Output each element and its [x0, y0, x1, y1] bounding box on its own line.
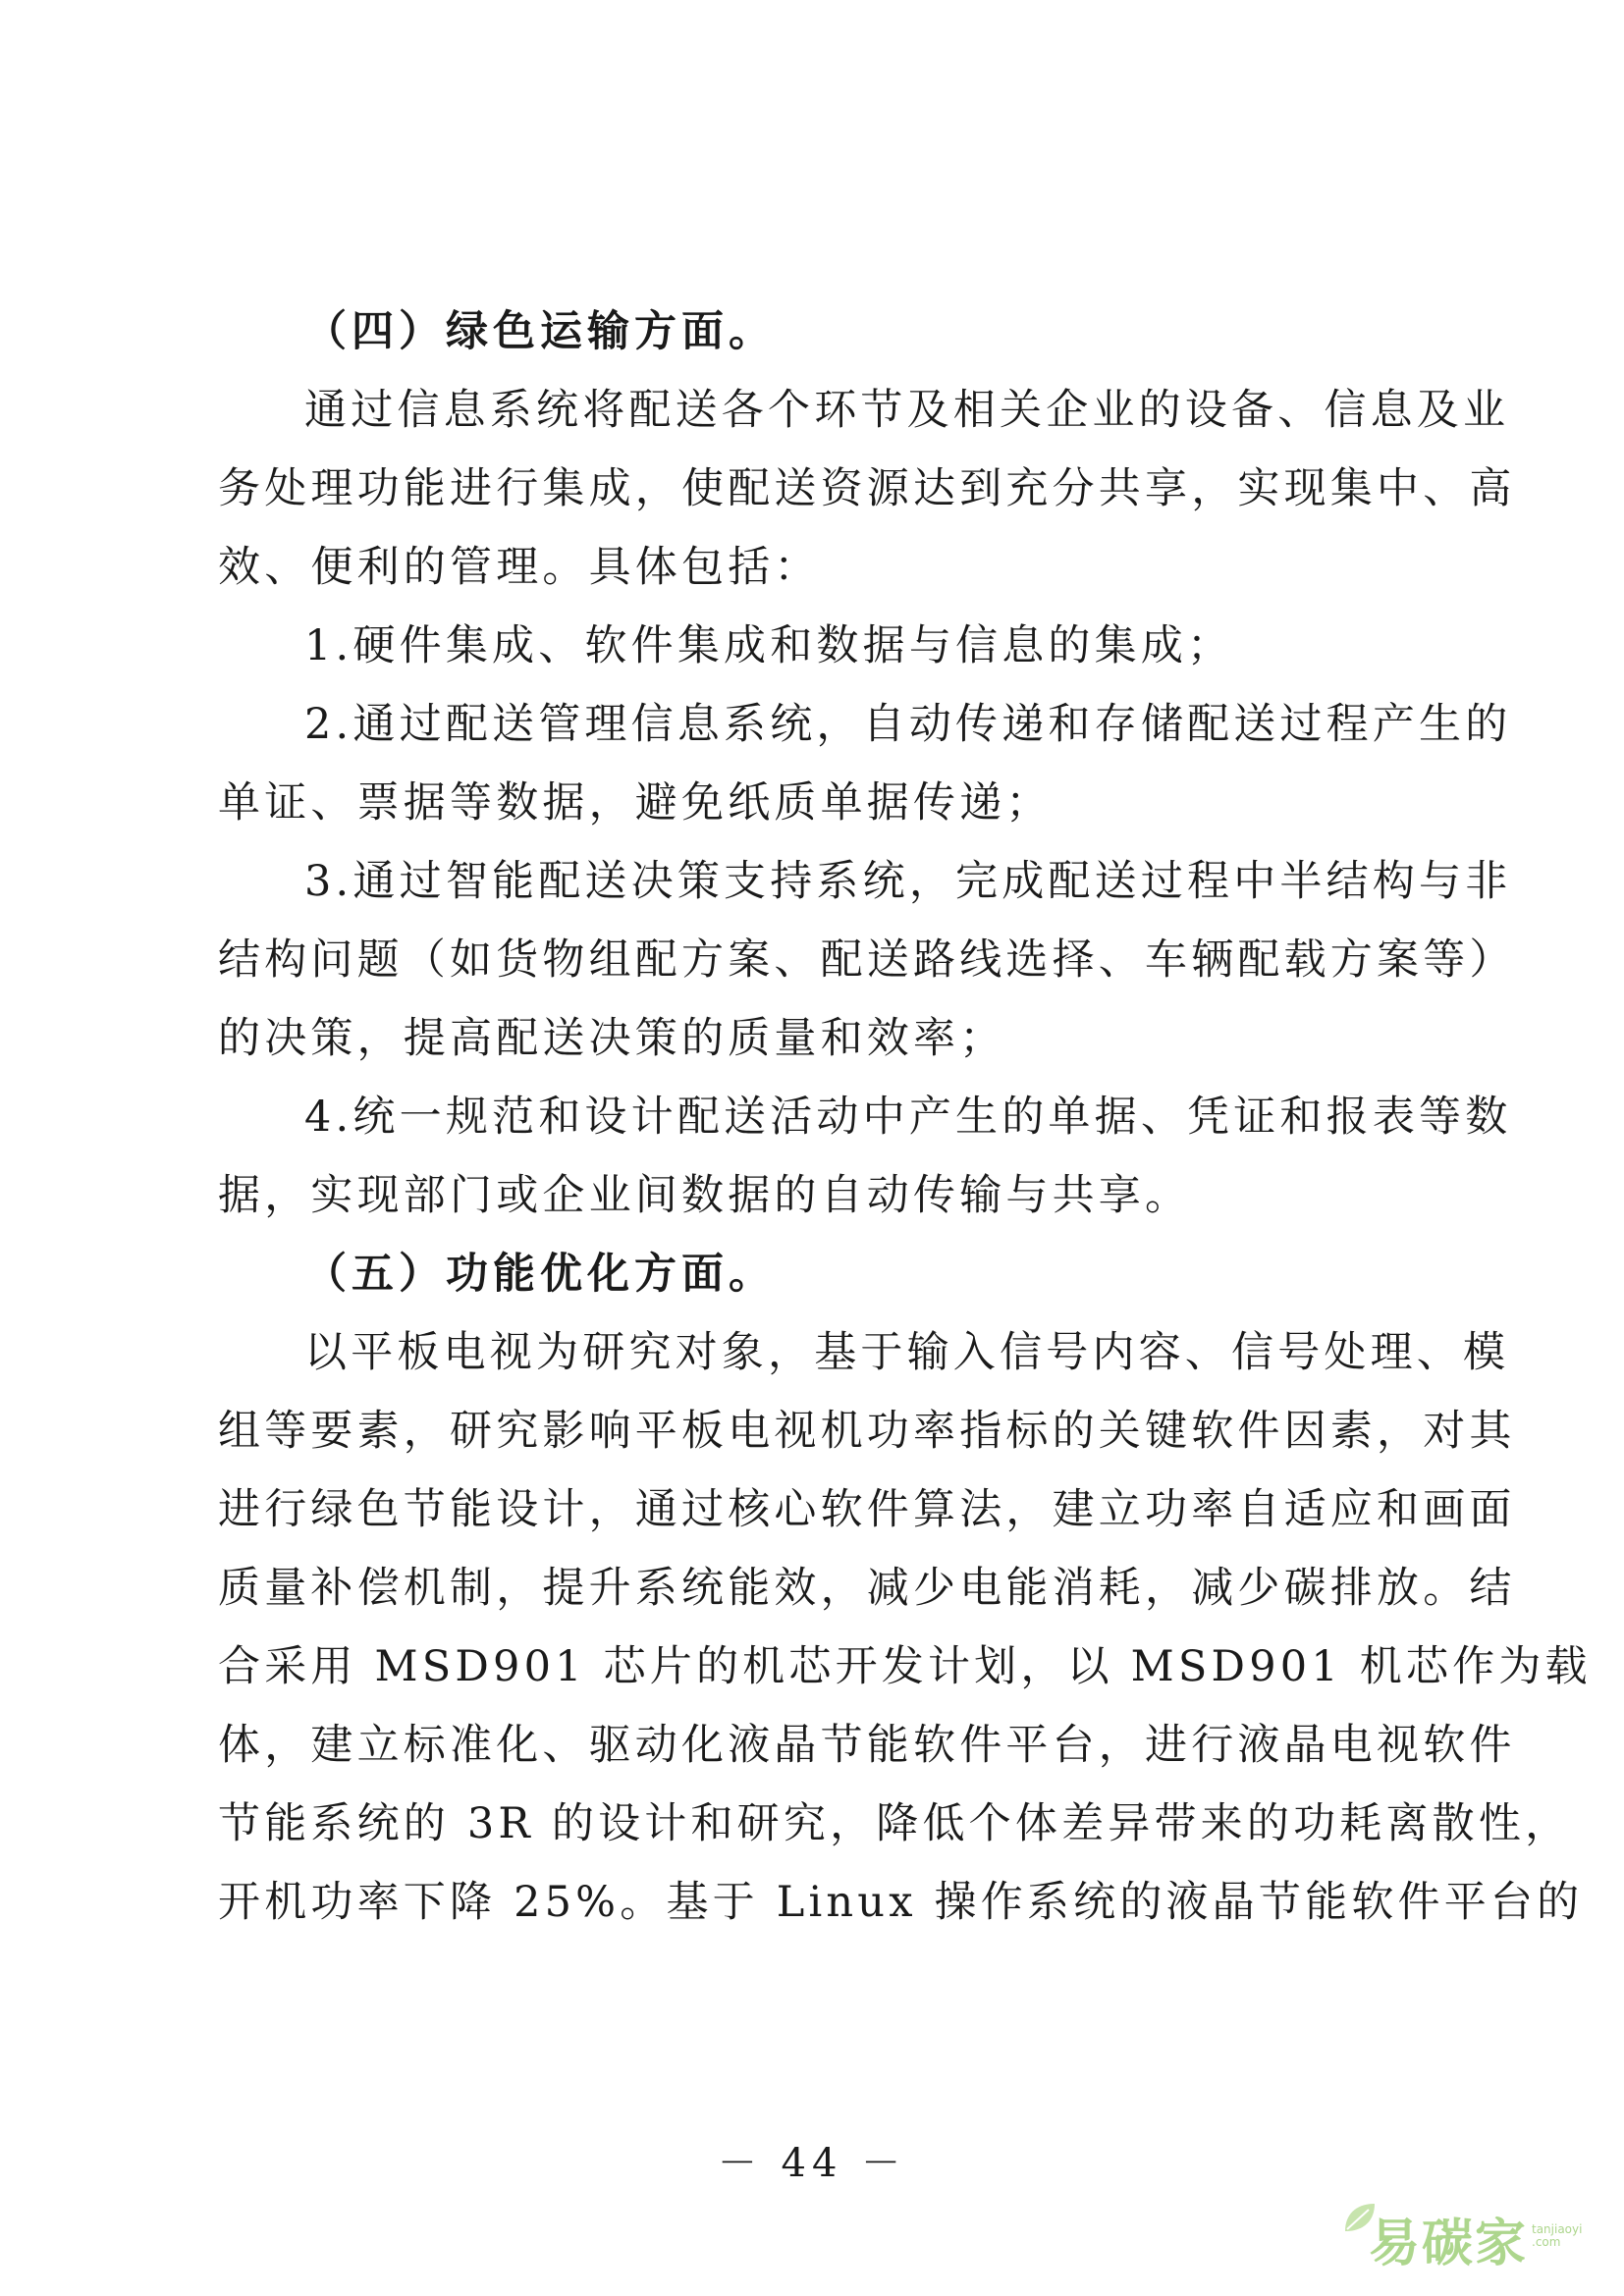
watermark-domain: tanjiaoyi .com — [1532, 2222, 1583, 2249]
body-text-line: 据，实现部门或企业间数据的自动传输与共享。 — [218, 1171, 1192, 1220]
body-text-line: 进行绿色节能设计，通过核心软件算法，建立功率自适应和画面 — [218, 1485, 1516, 1534]
body-text-line: 4.统一规范和设计配送活动中产生的单据、凭证和报表等数 — [304, 1093, 1512, 1142]
body-text-line: 质量补偿机制，提升系统能效，减少电能消耗，减少碳排放。结 — [218, 1564, 1516, 1613]
body-text-line: 组等要素，研究影响平板电视机功率指标的关键软件因素，对其 — [218, 1407, 1516, 1456]
watermark-logo — [1339, 2196, 1585, 2274]
body-text-line: 通过信息系统将配送各个环节及相关企业的设备、信息及业 — [304, 386, 1510, 435]
body-text-line: 结构问题（如货物组配方案、配送路线选择、车辆配载方案等） — [218, 935, 1516, 985]
body-text-line: 以平板电视为研究对象，基于输入信号内容、信号处理、模 — [304, 1328, 1510, 1377]
body-text-line: 效、便利的管理。具体包括： — [218, 543, 821, 592]
page-number: － 44 － — [717, 2141, 907, 2186]
body-text-line: 节能系统的 3R 的设计和研究，降低个体差异带来的功耗离散性， — [218, 1799, 1572, 1848]
body-text-line: 2.通过配送管理信息系统，自动传递和存储配送过程产生的 — [304, 700, 1512, 749]
body-text-line: 务处理功能进行集成，使配送资源达到充分共享，实现集中、高 — [218, 464, 1516, 513]
body-text-line: 单证、票据等数据，避免纸质单据传递； — [218, 778, 1053, 828]
body-text-line: 的决策，提高配送决策的质量和效率； — [218, 1014, 1006, 1063]
section-heading: （五）功能优化方面。 — [304, 1250, 776, 1299]
body-text-line: 1.硬件集成、软件集成和数据与信息的集成； — [304, 621, 1234, 670]
section-heading: （四）绿色运输方面。 — [304, 307, 776, 356]
body-text-line: 3.通过智能配送决策支持系统，完成配送过程中半结构与非 — [304, 857, 1512, 906]
body-text-line: 体，建立标准化、驱动化液晶节能软件平台，进行液晶电视软件 — [218, 1721, 1516, 1770]
body-text-line: 合采用 MSD901 芯片的机芯开发计划，以 MSD901 机芯作为载 — [218, 1642, 1592, 1691]
watermark-brand: 易碳家 — [1369, 2215, 1529, 2273]
body-text-line: 开机功率下降 25%。基于 Linux 操作系统的液晶节能软件平台的 — [218, 1878, 1584, 1927]
